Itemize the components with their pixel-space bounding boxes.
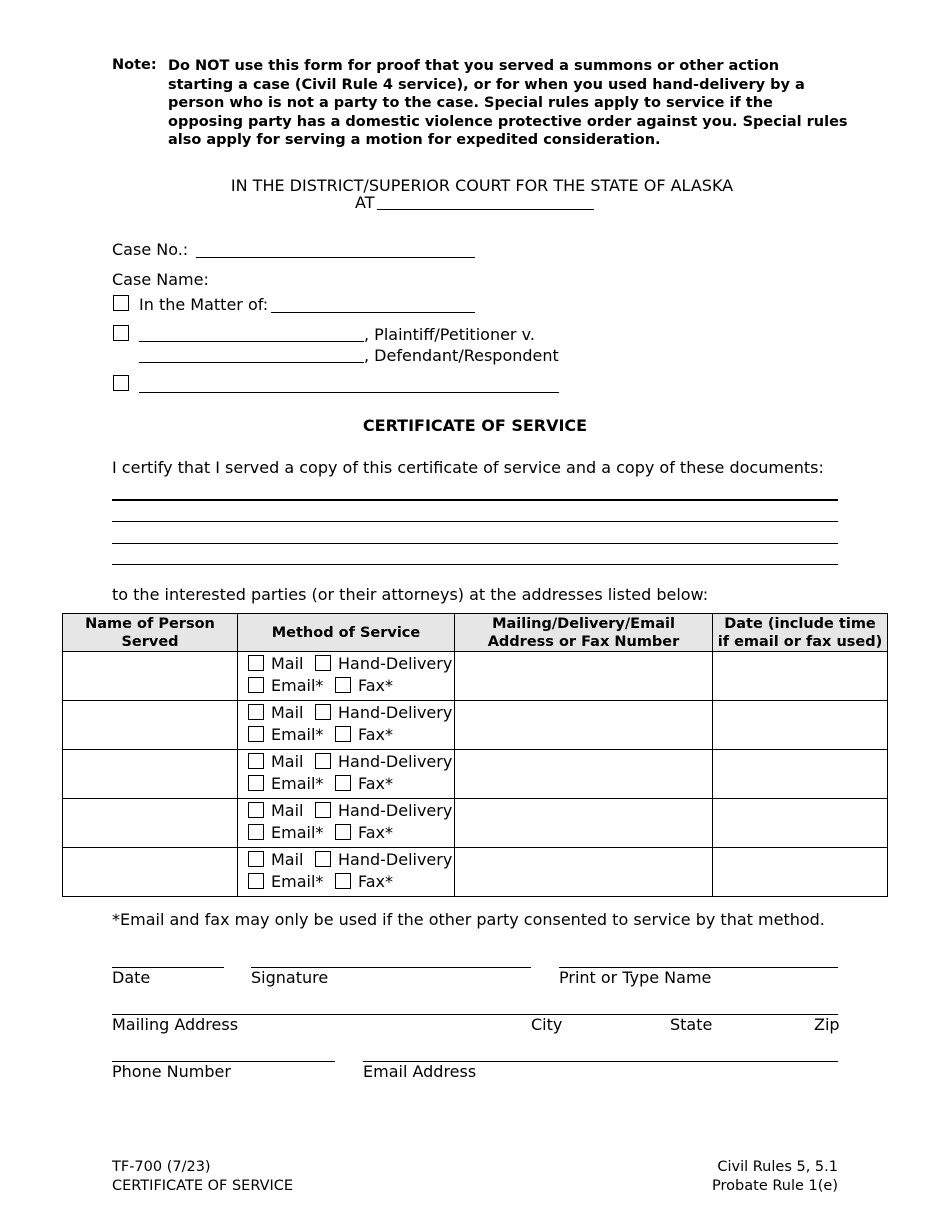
header-name-line2: Served	[121, 633, 179, 650]
method-cell	[238, 750, 455, 799]
note-label: Note:	[112, 57, 157, 73]
mail-label: Mail	[271, 752, 304, 771]
fax-checkbox[interactable]	[335, 775, 351, 791]
parties-checkbox[interactable]	[113, 325, 129, 341]
other-case-field[interactable]	[139, 392, 559, 393]
signature-label: Signature	[251, 968, 329, 987]
fax-label: Fax*	[358, 823, 394, 842]
table-row	[63, 799, 888, 848]
court-location-field[interactable]	[377, 209, 594, 210]
matter-checkbox[interactable]	[113, 295, 129, 311]
plaintiff-field[interactable]	[139, 341, 364, 342]
email-label: Email*	[271, 774, 324, 793]
table-row	[63, 750, 888, 799]
header-address-line2: Address or Fax Number	[487, 633, 680, 650]
header-method-label: Method of Service	[271, 624, 421, 641]
mail-label: Mail	[271, 654, 304, 673]
service-table	[62, 613, 888, 897]
header-name	[63, 614, 238, 652]
court-heading: IN THE DISTRICT/SUPERIOR COURT FOR THE STATE OF ALASKA	[230, 176, 734, 195]
hand-delivery-label: Hand-Delivery	[338, 801, 453, 820]
fax-label: Fax*	[358, 725, 394, 744]
fax-checkbox[interactable]	[335, 726, 351, 742]
hand-delivery-label: Hand-Delivery	[338, 752, 453, 771]
form-title: CERTIFICATE OF SERVICE	[112, 1178, 294, 1194]
print-name-label: Print or Type Name	[559, 968, 712, 987]
date-cell[interactable]	[713, 701, 888, 750]
header-address-line1: Mailing/Delivery/Email	[492, 615, 675, 632]
header-name-line1: Name of Person	[85, 615, 215, 632]
header-address	[455, 614, 713, 652]
case-name-label: Case Name:	[112, 270, 209, 289]
documents-line-3[interactable]	[112, 543, 838, 544]
mail-checkbox[interactable]	[248, 851, 264, 867]
date-label: Date	[112, 968, 151, 987]
matter-field[interactable]	[271, 312, 475, 313]
method-cell	[238, 652, 455, 701]
rules-line-1: Civil Rules 5, 5.1	[717, 1159, 838, 1175]
table-header-row	[63, 614, 888, 652]
mail-checkbox[interactable]	[248, 704, 264, 720]
case-no-field[interactable]	[196, 257, 475, 258]
mail-label: Mail	[271, 801, 304, 820]
table-row	[63, 652, 888, 701]
city-label: City	[531, 1015, 563, 1034]
mail-checkbox[interactable]	[248, 802, 264, 818]
person-served-cell[interactable]	[63, 848, 238, 897]
header-date	[713, 614, 888, 652]
address-cell[interactable]	[455, 799, 713, 848]
date-cell[interactable]	[713, 750, 888, 799]
fax-checkbox[interactable]	[335, 873, 351, 889]
email-address-label: Email Address	[363, 1062, 477, 1081]
matter-label: In the Matter of:	[139, 295, 269, 314]
fax-label: Fax*	[358, 872, 394, 891]
zip-label: Zip	[814, 1015, 840, 1034]
form-id: TF-700 (7/23)	[112, 1159, 211, 1175]
email-checkbox[interactable]	[248, 824, 264, 840]
other-case-checkbox[interactable]	[113, 375, 129, 391]
hand-delivery-checkbox[interactable]	[315, 655, 331, 671]
email-checkbox[interactable]	[248, 677, 264, 693]
header-method	[238, 614, 455, 652]
address-cell[interactable]	[455, 701, 713, 750]
method-cell	[238, 701, 455, 750]
certificate-title: CERTIFICATE OF SERVICE	[362, 416, 588, 435]
hand-delivery-checkbox[interactable]	[315, 851, 331, 867]
certify-text: I certify that I served a copy of this certificate of service and a copy of these documents:	[112, 458, 824, 477]
fax-checkbox[interactable]	[335, 677, 351, 693]
email-label: Email*	[271, 872, 324, 891]
email-label: Email*	[271, 676, 324, 695]
email-checkbox[interactable]	[248, 873, 264, 889]
address-cell[interactable]	[455, 848, 713, 897]
person-served-cell[interactable]	[63, 701, 238, 750]
parties-text: to the interested parties (or their attorneys) at the addresses listed below:	[112, 585, 709, 604]
case-no-label: Case No.:	[112, 240, 189, 259]
hand-delivery-label: Hand-Delivery	[338, 654, 453, 673]
method-cell	[238, 848, 455, 897]
person-served-cell[interactable]	[63, 799, 238, 848]
date-cell[interactable]	[713, 799, 888, 848]
date-cell[interactable]	[713, 848, 888, 897]
defendant-field[interactable]	[139, 362, 364, 363]
mail-label: Mail	[271, 850, 304, 869]
header-date-line1: Date (include time	[724, 615, 876, 632]
person-served-cell[interactable]	[63, 750, 238, 799]
person-served-cell[interactable]	[63, 652, 238, 701]
mail-checkbox[interactable]	[248, 753, 264, 769]
address-cell[interactable]	[455, 652, 713, 701]
fax-label: Fax*	[358, 774, 394, 793]
rules-line-2: Probate Rule 1(e)	[712, 1178, 838, 1194]
method-cell	[238, 799, 455, 848]
documents-line-2[interactable]	[112, 521, 838, 522]
email-checkbox[interactable]	[248, 775, 264, 791]
fax-label: Fax*	[358, 676, 394, 695]
defendant-label: , Defendant/Respondent	[364, 346, 559, 365]
header-date-line2: if email or fax used)	[717, 633, 883, 650]
phone-label: Phone Number	[112, 1062, 231, 1081]
fax-checkbox[interactable]	[335, 824, 351, 840]
date-cell[interactable]	[713, 652, 888, 701]
hand-delivery-checkbox[interactable]	[315, 753, 331, 769]
email-label: Email*	[271, 823, 324, 842]
court-at-label: AT	[355, 193, 375, 212]
state-label: State	[670, 1015, 713, 1034]
address-cell[interactable]	[455, 750, 713, 799]
email-checkbox[interactable]	[248, 726, 264, 742]
documents-line-1[interactable]	[112, 499, 838, 501]
mail-label: Mail	[271, 703, 304, 722]
documents-line-4[interactable]	[112, 564, 838, 565]
table-row	[63, 701, 888, 750]
hand-delivery-checkbox[interactable]	[315, 802, 331, 818]
email-label: Email*	[271, 725, 324, 744]
hand-delivery-label: Hand-Delivery	[338, 703, 453, 722]
hand-delivery-checkbox[interactable]	[315, 704, 331, 720]
note-text: Do NOT use this form for proof that you served a summons or other action starting a case (Civil Rule 4 service), or for when you used hand-delivery by a person who is not a party to the case. Special rules apply to service if the opposing party has a domestic violence protective order against you. Special rules also apply for serving a motion for expedited consideration.	[168, 58, 848, 148]
mailing-address-label: Mailing Address	[112, 1015, 239, 1034]
table-row	[63, 848, 888, 897]
consent-footnote: *Email and fax may only be used if the other party consented to service by that method.	[112, 910, 825, 929]
mail-checkbox[interactable]	[248, 655, 264, 671]
plaintiff-label: , Plaintiff/Petitioner v.	[364, 325, 535, 344]
hand-delivery-label: Hand-Delivery	[338, 850, 453, 869]
